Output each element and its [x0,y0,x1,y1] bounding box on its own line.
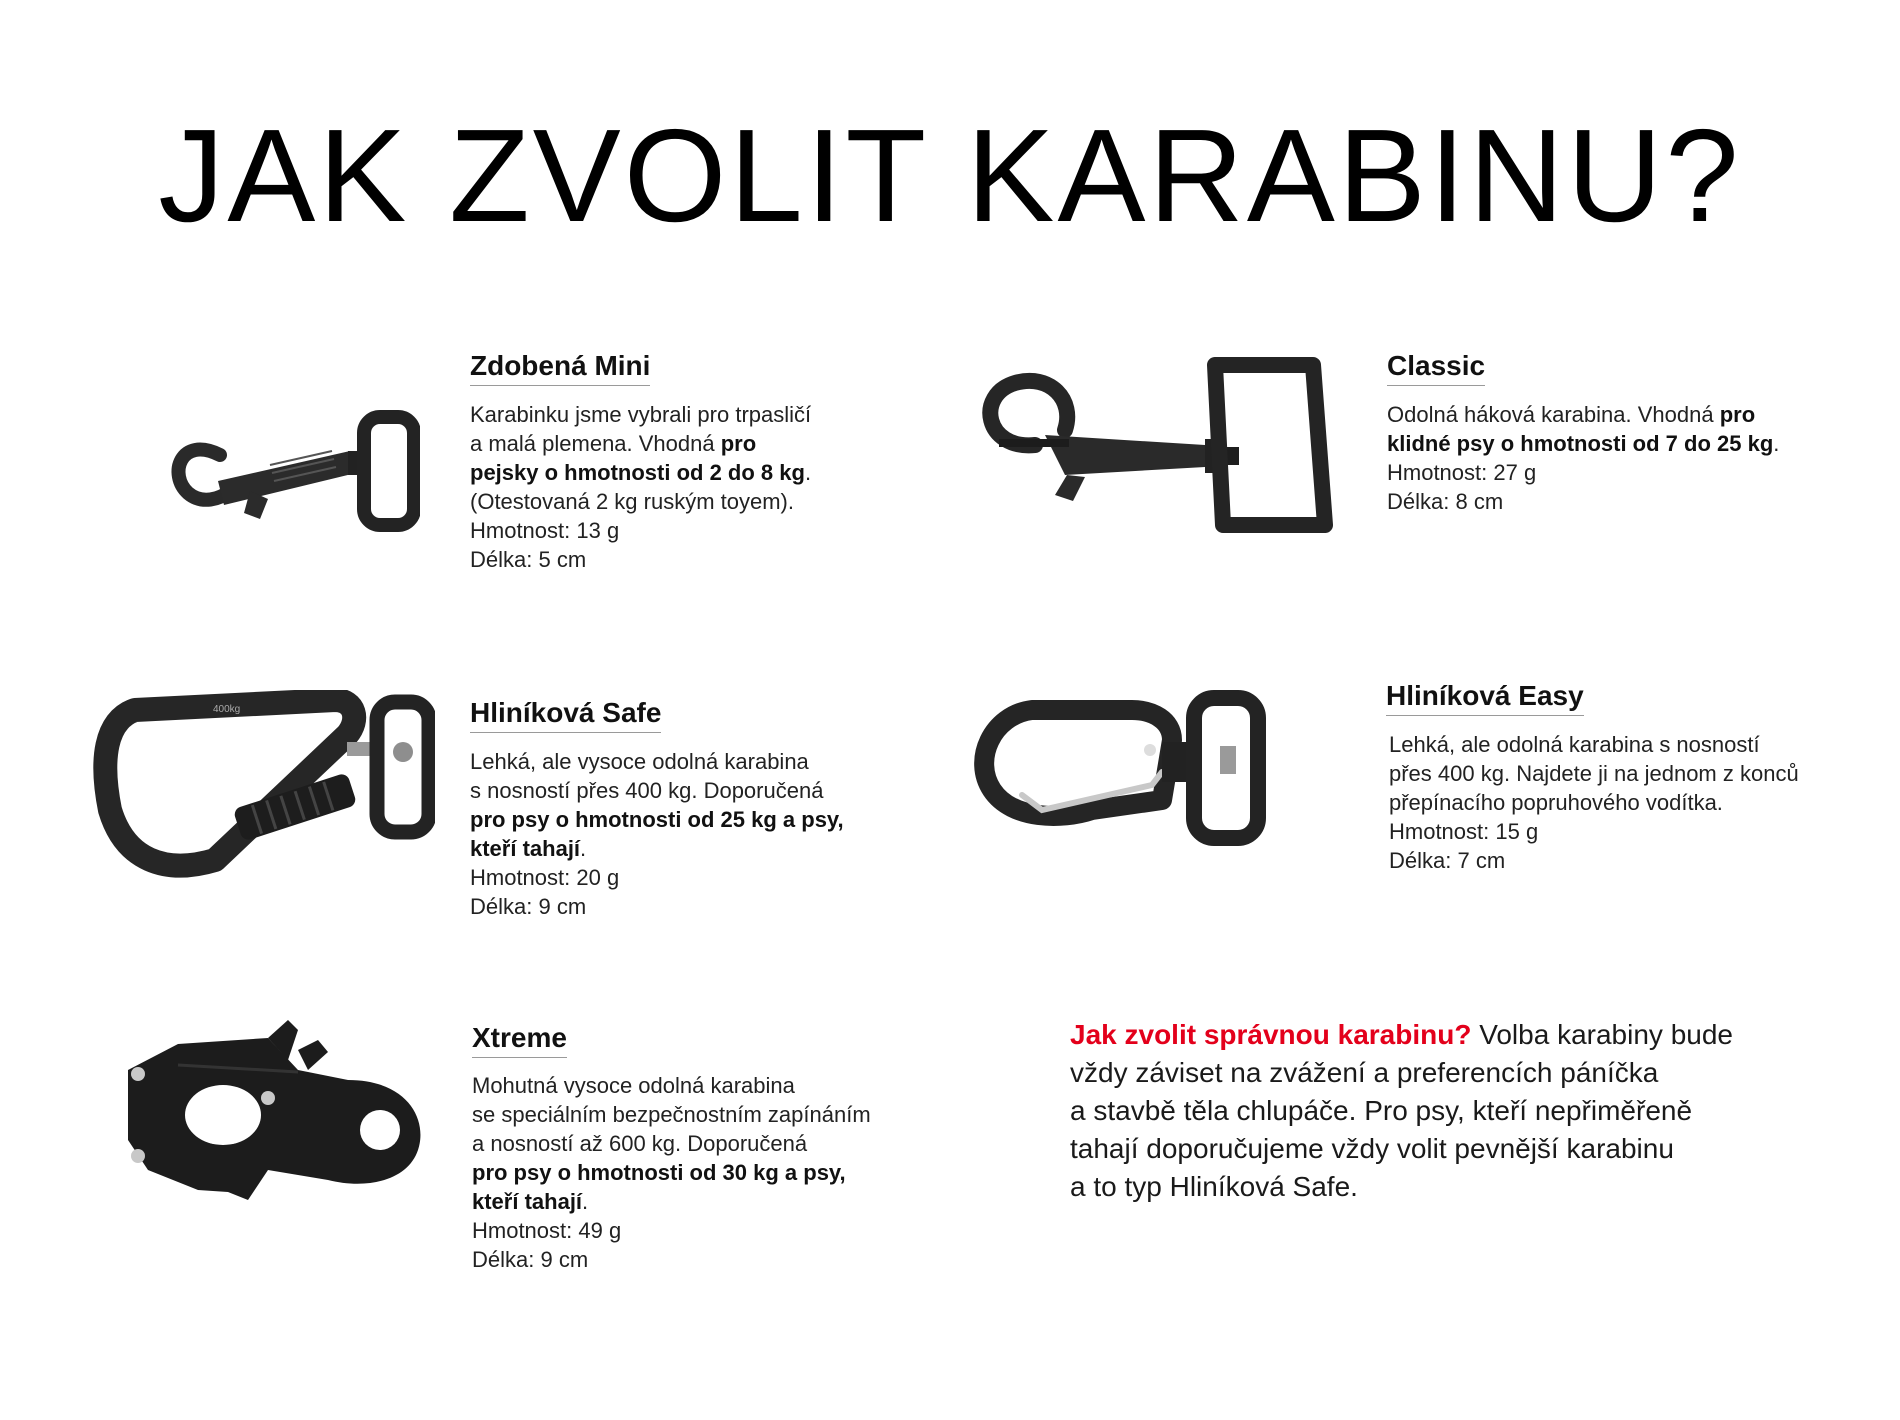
product-description [1387,400,1779,516]
description-text: s nosností přes 400 kg. Doporučená [470,778,824,803]
description-text: Lehká, ale vysoce odolná karabina [470,749,809,774]
description-emphasis: kteří tahají [472,1189,583,1214]
note-first-line [1070,1016,1830,1054]
description-text: . [582,1189,589,1214]
description-line [470,892,844,921]
xtreme-snap-shackle-icon [118,1020,438,1220]
description-text: Hmotnost: 15 g [1389,819,1539,844]
description-text: se speciálním bezpečnostním zapínáním [472,1102,871,1127]
description-emphasis: pro psy o hmotnosti od 30 kg a psy, [472,1160,846,1185]
description-line [472,1129,871,1158]
description-line [470,400,811,429]
description-text: Hmotnost: 20 g [470,865,620,890]
mini-snap-hook-icon [160,395,420,545]
description-line [470,429,811,458]
product-title: Xtreme [472,1022,567,1058]
description-line [1389,730,1799,759]
description-text: Mohutná vysoce odolná karabina [472,1073,795,1098]
description-line [1387,487,1779,516]
product-title: Classic [1387,350,1485,386]
description-line [1387,400,1779,429]
product-title: Zdobená Mini [470,350,650,386]
description-line [472,1216,871,1245]
description-text: přepínacího popruhového vodítka. [1389,790,1723,815]
guidance-note [1070,1016,1830,1206]
description-line [1389,788,1799,817]
description-emphasis: pro psy o hmotnosti od 25 kg a psy, [470,807,844,832]
description-line [1387,458,1779,487]
description-text: (Otestovaná 2 kg ruským toyem). [470,489,794,514]
description-emphasis: kteří tahají [470,836,581,861]
page-title: JAK ZVOLIT KARABINU? [158,102,1742,249]
description-emphasis: pro [1719,402,1756,427]
description-line [470,805,844,834]
aluminium-screwlock-carabiner-icon [85,690,435,880]
description-line [470,545,811,574]
description-line [1389,846,1799,875]
description-text: Hmotnost: 13 g [470,518,620,543]
description-line [472,1071,871,1100]
description-text: Délka: 9 cm [472,1247,589,1272]
note-line: Volba karabiny bude [1471,1019,1733,1050]
note-line: vždy záviset na zvážení a preferencích páníčka [1070,1057,1659,1088]
description-line [470,834,844,863]
product-description [470,747,844,921]
description-text: . [580,836,587,861]
aluminium-wiregate-carabiner-icon [962,680,1292,850]
product-title: Hliníková Easy [1386,680,1584,716]
note-line: a to typ Hliníková Safe. [1070,1171,1358,1202]
description-emphasis: klidné psy o hmotnosti od 7 do 25 kg [1387,431,1774,456]
note-heading: Jak zvolit správnou karabinu? [1070,1019,1472,1050]
description-line [472,1245,871,1274]
description-line [472,1158,871,1187]
description-text: Lehká, ale odolná karabina s nosností [1389,732,1760,757]
description-text: Délka: 7 cm [1389,848,1506,873]
description-line [470,776,844,805]
description-emphasis: pro [720,431,757,456]
description-line [1389,759,1799,788]
description-text: přes 400 kg. Najdete ji na jednom z konců [1389,761,1799,786]
product-description [472,1071,871,1274]
description-line [1387,429,1779,458]
description-line [470,863,844,892]
description-line [470,487,811,516]
description-text: Odolná háková karabina. Vhodná [1387,402,1720,427]
description-text: . [1773,431,1780,456]
description-text: Hmotnost: 27 g [1387,460,1537,485]
description-text: Délka: 8 cm [1387,489,1504,514]
product-description [1389,730,1799,875]
product-description [470,400,811,574]
capacity-engraving: 400kg [213,704,241,715]
note-line: a stavbě těla chlupáče. Pro psy, kteří nepřiměřeně [1070,1095,1693,1126]
description-text: a malá plemena. Vhodná [470,431,721,456]
description-text: Karabinku jsme vybrali pro trpasličí [470,402,812,427]
description-line [1389,817,1799,846]
description-line [472,1187,871,1216]
description-text: a nosností až 600 kg. Doporučená [472,1131,808,1156]
description-line [470,516,811,545]
description-text: Hmotnost: 49 g [472,1218,622,1243]
description-emphasis: pejsky o hmotnosti od 2 do 8 kg [470,460,805,485]
description-line [470,747,844,776]
note-line: tahají doporučujeme vždy volit pevnější karabinu [1070,1133,1674,1164]
description-line [472,1100,871,1129]
product-title: Hliníková Safe [470,697,661,733]
classic-snap-hook-icon [955,355,1335,535]
description-text: Délka: 9 cm [470,894,587,919]
description-line [470,458,811,487]
description-text: . [804,460,812,485]
description-text: Délka: 5 cm [470,547,587,572]
